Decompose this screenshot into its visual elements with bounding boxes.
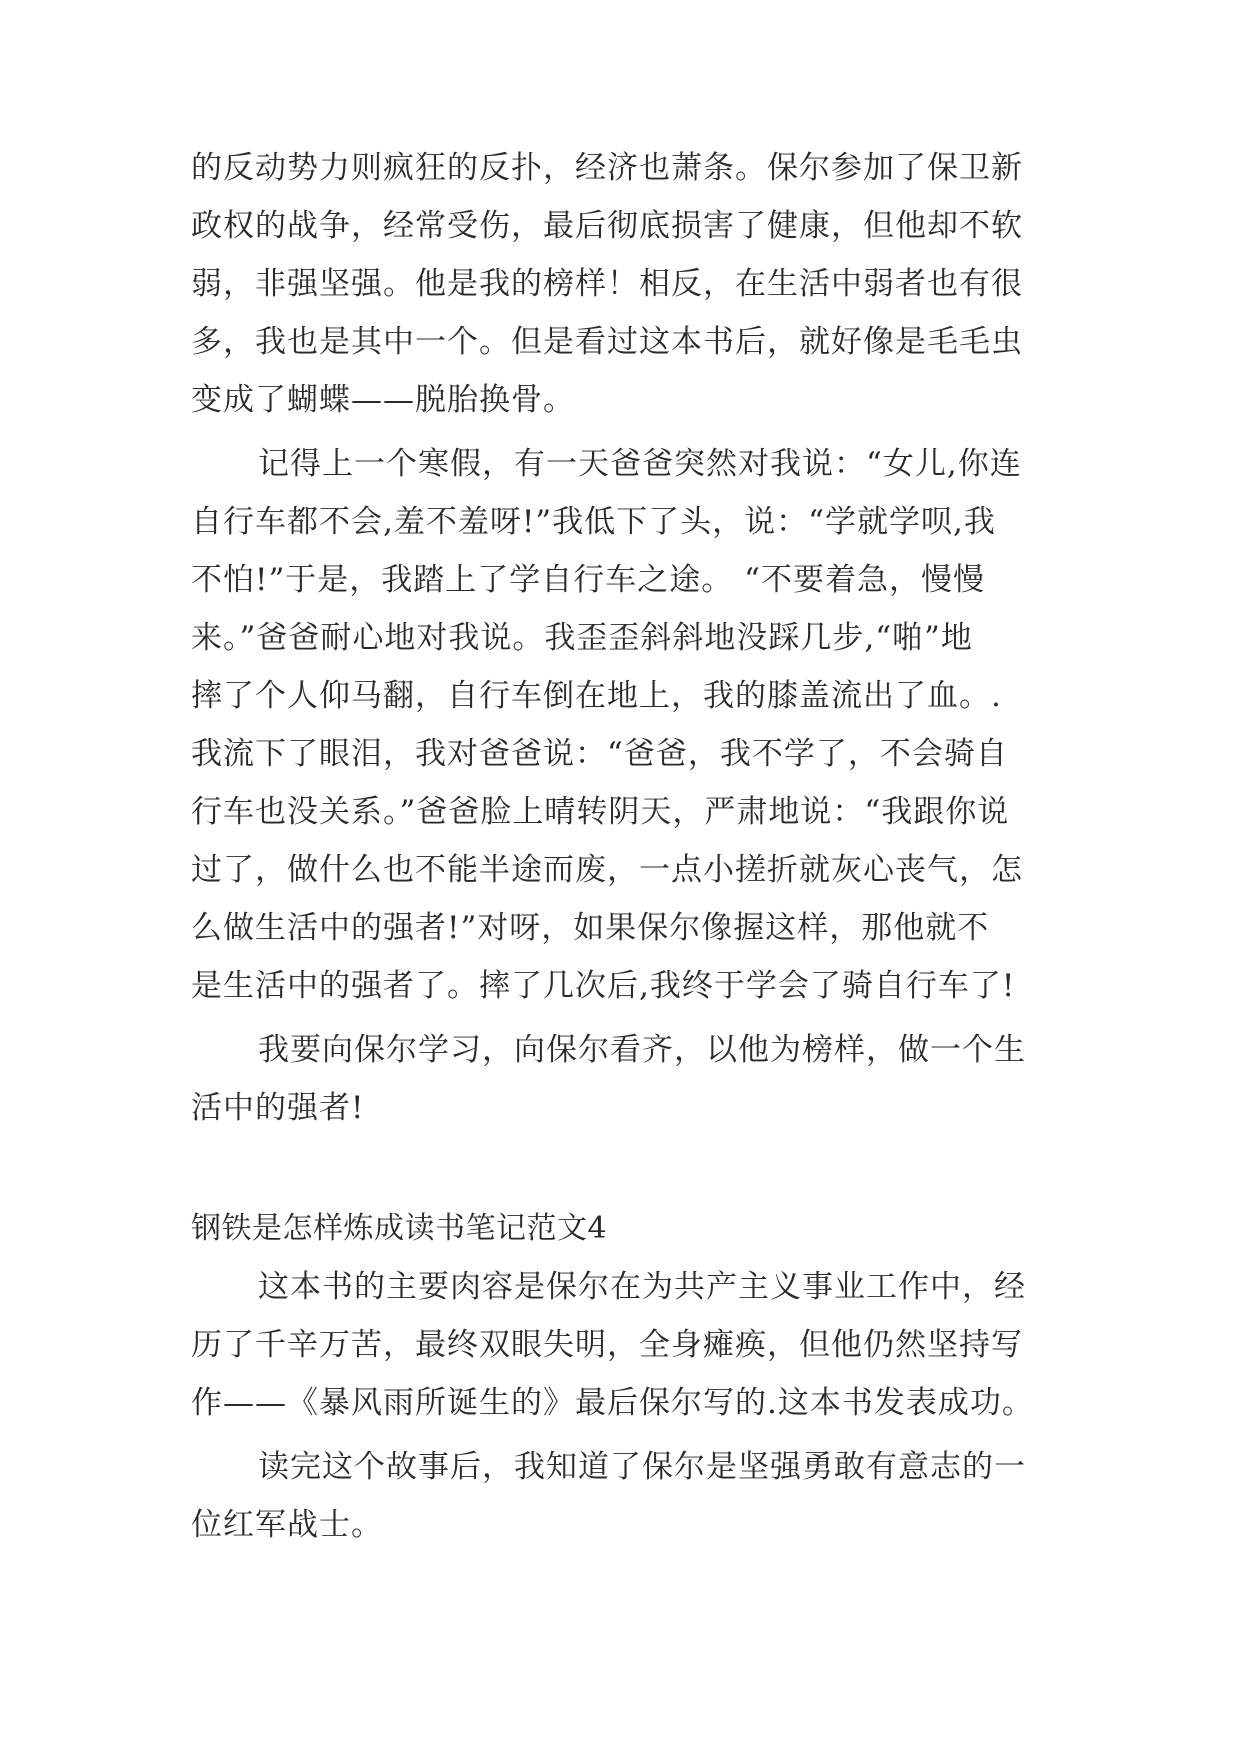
paragraph-3-line-2: 活中的强者! [191, 1090, 365, 1126]
paragraph-4-line-1: 这本书的主要肉容是保尔在为共产主义事业工作中，经 [258, 1269, 1026, 1305]
paragraph-1-line-5: 变成了蝴蝶——脱胎换骨。 [191, 382, 575, 418]
paragraph-1-line-4: 多，我也是其中一个。但是看过这本书后，就好像是毛毛虫 [191, 324, 1023, 360]
paragraph-3-line-1: 我要向保尔学习，向保尔看齐，以他为榜样，做一个生 [258, 1032, 1026, 1068]
paragraph-2-line-4: 来。”爸爸耐心地对我说。我歪歪斜斜地没踩几步,“啪”地 [191, 620, 973, 656]
paragraph-2-line-1: 记得上一个寒假，有一天爸爸突然对我说：“女儿,你连 [258, 446, 1022, 482]
paragraph-2-line-8: 过了，做什么也不能半途而废，一点小搓折就灰心丧气，怎 [191, 852, 1023, 888]
paragraph-4-line-2: 历了千辛万苦，最终双眼失明，全身瘫痪，但他仍然坚持写 [191, 1327, 1023, 1363]
paragraph-2-line-7: 行车也没关系。”爸爸脸上晴转阴天，严肃地说：“我跟你说 [191, 794, 1010, 830]
paragraph-2-line-5: 摔了个人仰马翻，自行车倒在地上，我的膝盖流出了血。. [191, 678, 1002, 714]
paragraph-5-line-1: 读完这个故事后，我知道了保尔是坚强勇敢有意志的一 [258, 1449, 1026, 1485]
section-heading: 钢铁是怎样炼成读书笔记范文4 [191, 1211, 608, 1246]
paragraph-2-line-9: 么做生活中的强者!”对呀，如果保尔像握这样，那他就不 [191, 910, 990, 946]
paragraph-1-line-3: 弱，非强坚强。他是我的榜样！相反，在生活中弱者也有很 [191, 266, 1023, 302]
paragraph-2-line-10: 是生活中的强者了。摔了几次后,我终于学会了骑自行车了! [191, 968, 1016, 1004]
paragraph-1-line-2: 政权的战争，经常受伤，最后彻底损害了健康，但他却不软 [191, 208, 1023, 244]
paragraph-4-line-3: 作——《暴风雨所诞生的》最后保尔写的.这本书发表成功。 [191, 1385, 1034, 1421]
paragraph-2-line-2: 自行车都不会,羞不羞呀!”我低下了头，说：“学就学呗,我 [191, 504, 996, 540]
paragraph-5-line-2: 位红军战士。 [191, 1507, 383, 1543]
paragraph-2-line-3: 不怕!”于是，我踏上了学自行车之途。 “不要着急，慢慢 [191, 562, 986, 598]
paragraph-2-line-6: 我流下了眼泪，我对爸爸说：“爸爸，我不学了，不会骑自 [191, 736, 1008, 772]
paragraph-1-line-1: 的反动势力则疯狂的反扑，经济也萧条。保尔参加了保卫新 [191, 150, 1023, 186]
